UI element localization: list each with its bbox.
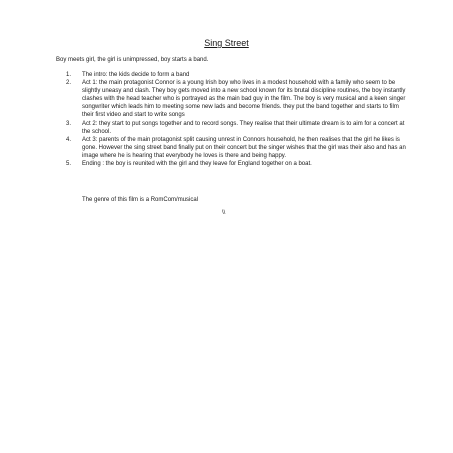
list-item-text: Act 2: they start to put songs together and to record songs. They realise that their ultimate dream is to aim for a concert at the school. bbox=[82, 120, 405, 135]
list-item bbox=[66, 160, 406, 168]
plot-list bbox=[66, 71, 406, 168]
list-item-number: 2. bbox=[66, 80, 72, 87]
list-item-number: 4. bbox=[66, 136, 72, 143]
list-item bbox=[66, 79, 406, 119]
list-item-number: 5. bbox=[66, 161, 72, 168]
list-item bbox=[66, 120, 406, 136]
list-item-text: Ending : the boy is reunited with the girl and they leave for England together on a boat. bbox=[82, 161, 312, 168]
list-item-number: 1. bbox=[66, 72, 72, 78]
intro-line: Boy meets girl, the girl is unimpressed, boy starts a band. bbox=[56, 57, 209, 63]
document-title: Sing Street bbox=[204, 38, 249, 48]
list-item-text: Act 3: parents of the main protagonist split causing unrest in Connors household, he then realises that the girl he likes is gone. However the sing street band finally put on their concert but the singer wishes that the girl was their also and has an image where he is hearing that everybody he loves is there and being happy. bbox=[82, 136, 406, 159]
genre-line: The genre of this film is a RomCom/musical bbox=[82, 197, 199, 203]
list-item-number: 3. bbox=[66, 120, 72, 127]
list-item bbox=[66, 136, 406, 160]
list-item bbox=[66, 71, 406, 79]
list-item-text: Act 1: the main protagonist Connor is a young Irish boy who lives in a modest household with a family who seem to be slightly uneasy and clash. They boy gets moved into a new school known for its brutal discipline routines, the boy instantly clashes with the head teacher who is portrayed as the main bad guy in the film. The boy is very musical and a keen singer songwriter which leads him to meeting some new lads and become friends. they put the band together and starts to film their first video and start to write songs bbox=[82, 80, 406, 119]
list-item-text: The intro: the kids decide to form a band bbox=[82, 72, 190, 78]
trailing-mark: \\ bbox=[222, 210, 226, 216]
